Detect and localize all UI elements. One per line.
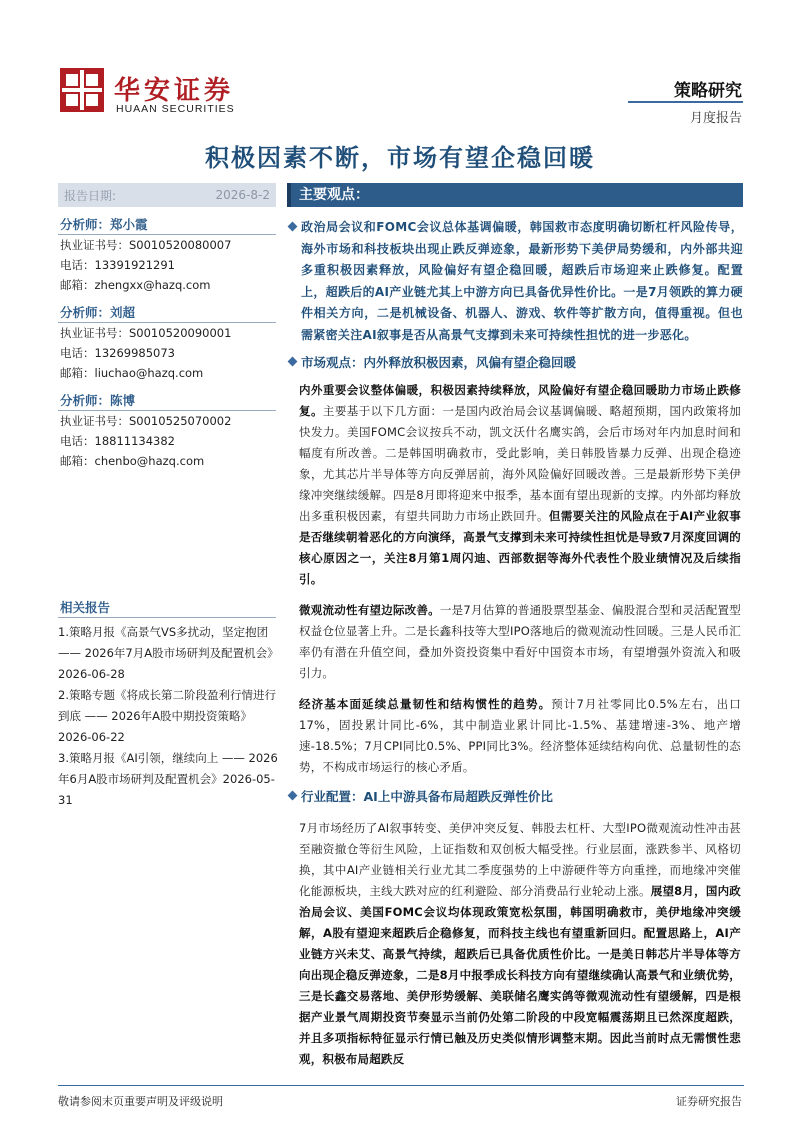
- paragraph-body: 主要基于以下几方面：一是国内政治局会议基调偏暖、略超预期，国内政策将加快发力。美国FOMC会议按兵不动，凯文沃什名鹰实鸽，会后市场对年内加息时间和幅度有所改善。二是韩国明确救市，受此影响，美日韩股皆暴力反弹、出现企稳迹象，尤其芯片半导体等方向反弹居前，海外风险偏好回暖改善。三是最新形势下美伊缘冲突继续缓解。四是8月即将迎来中报季，基本面有望出现新的支撑。内外部均释放出多重积极因素，有望共同助力市场止跌回升。: [299, 404, 741, 523]
- analyst-email[interactable]: 邮箱：chenbo@hazq.com: [60, 454, 205, 468]
- analyst-license: 执业证书号：S0010520090001: [60, 326, 232, 340]
- economy-paragraph: [287, 694, 743, 778]
- liquidity-paragraph: [287, 600, 743, 684]
- paragraph-lead: 经济基本面延续总量韧性和结构惯性的趋势。: [299, 697, 552, 711]
- huaan-logo-icon: [60, 68, 104, 112]
- section-heading-block: [287, 786, 743, 808]
- paragraph-lead: 微观流动性有望边际改善。: [299, 603, 440, 617]
- paragraph-body: 一是7月估算的普通股票型基金、偏股混合型和灵活配置型权益仓位显著上升。二是长鑫科技等大型IPO落地后的微观流动性回暖。三是人民币汇率仍有潜在升值空间，叠加外资投资集中看好中国资本市场，有望增强外资流入和吸引力。: [299, 603, 742, 680]
- diamond-bullet-icon: [288, 357, 298, 367]
- report-date-label: 报告日期:: [64, 188, 117, 203]
- analyst-block: [58, 391, 276, 471]
- paragraph-lead: 内外重要会议整体偏暖，积极因素持续释放，风险偏好有望企稳回暖助力市场止跌修复。: [299, 383, 741, 418]
- analyst-email[interactable]: 邮箱：liuchao@hazq.com: [60, 366, 204, 380]
- analyst-phone: 电话：13269985073: [60, 346, 175, 360]
- analyst-block: [58, 303, 276, 383]
- paragraph-body: 7月市场经历了AI叙事转变、美伊冲突反复、韩股去杠杆、大型IPO微观流动性冲击甚至融资撤仓等衍生风险，上证指数和双创板大幅受挫。行业层面，涨跌参半、风格切换，其中AI产业链相关行业尤其二季度强势的上中游硬件等方向重挫，而地缘冲突催化能源板块，主线大跌对应的红利避险、部分消费品行业轮动上涨。: [299, 821, 741, 898]
- analyst-license: 执业证书号：S0010525070002: [60, 414, 232, 428]
- report-date-value: 2026-8-2: [215, 188, 270, 202]
- industry-paragraph: [287, 818, 743, 1070]
- main-content: [287, 183, 743, 1070]
- related-reports-heading: 相关报告: [58, 598, 276, 618]
- related-report-item[interactable]: 1.策略月报《高景气VS多扰动，坚定抱团 —— 2026年7月A股市场研判及配置机会》2026-06-28: [58, 625, 279, 681]
- report-category: 策略研究: [674, 81, 742, 101]
- related-report-item[interactable]: 2.策略专题《将成长第二阶段盈利行情进行到底 —— 2026年A股中期投资策略》2026-06-22: [58, 688, 276, 744]
- analyst-name: 分析师：郑小霞: [58, 215, 276, 235]
- paragraph-body: 预计7月社零同比0.5%左右，出口17%，固投累计同比-6%，其中制造业累计同比-1.5%、基建增速-3%、地产增速-18.5%；7月CPI同比0.5%、PPI同比3%。经济整体延续结构向优、总量韧性的态势，不构成市场运行的核心矛盾。: [299, 697, 741, 774]
- footer-divider: [58, 1085, 744, 1086]
- main-points-heading: 主要观点：: [287, 183, 743, 207]
- left-sidebar: [58, 183, 276, 471]
- section-industry-title: 行业配置：AI上中游具备布局超跌反弹性价比: [301, 789, 553, 804]
- analyst-block: [58, 215, 276, 295]
- report-header: [0, 0, 800, 130]
- related-reports-list: [58, 622, 280, 811]
- footer-report-label: 证券研究报告: [676, 1095, 742, 1108]
- analyst-phone: 电话：13391921291: [60, 258, 175, 272]
- report-date-bar: [58, 183, 276, 207]
- related-report-item[interactable]: 3.策略月报《AI引领，继续向上 —— 2026年6月A股市场研判及配置机会》2026-05-31: [58, 751, 278, 807]
- analyst-license: 执业证书号：S0010520080007: [60, 238, 232, 252]
- market-view-paragraph: [287, 380, 743, 590]
- analyst-name: 分析师：陈博: [58, 391, 276, 411]
- header-divider: [628, 101, 743, 103]
- summary-block: [287, 217, 743, 346]
- section-market-view-title: 市场观点：内外释放积极因素，风偏有望企稳回暖: [301, 355, 577, 370]
- report-type: 月度报告: [689, 111, 742, 126]
- diamond-bullet-icon: [288, 791, 298, 801]
- analyst-email[interactable]: 邮箱：zhengxx@hazq.com: [60, 278, 211, 292]
- paragraph-highlight: 但需要关注的风险点在于AI产业叙事是否继续朝着恶化的方向演绎，高景气支撑到未来可持续性担忧是导致7月深度回调的核心原因之一，关注8月第1周闪迪、西部数据等海外代表性个股业绩情况及后续指引。: [299, 509, 742, 586]
- diamond-bullet-icon: [288, 222, 298, 232]
- analyst-phone: 电话：18811134382: [60, 434, 175, 448]
- section-heading-block: [287, 352, 743, 374]
- summary-text: 政治局会议和FOMC会议总体基调偏暖，韩国救市态度明确切断杠杆风险传导，海外市场和科技板块出现止跌反弹迹象，最新形势下美伊局势缓和，内外部共迎多重积极因素释放，风险偏好有望企稳回暖，超跌后市场迎来止跌修复。配置上，超跌后的AI产业链尤其上中游方向已具备优异性价比。一是7月领跌的算力硬件相关方向，二是机械设备、机器人、游戏、软件等扩散方向，值得重视。但也需紧密关注AI叙事是否从高景气支撑到未来可持续性担忧的进一步恶化。: [301, 220, 743, 342]
- analyst-name: 分析师：刘超: [58, 303, 276, 323]
- footer-disclaimer: 敬请参阅末页重要声明及评级说明: [58, 1095, 223, 1108]
- brand-name-en: HUAAN SECURITIES: [116, 103, 235, 115]
- paragraph-highlight: 展望8月，国内政治局会议、美国FOMC会议均体现政策宽松氛围，韩国明确救市，美伊地缘冲突缓解，A股有望迎来超跌后企稳修复，而科技主线也有望重新回归。配置思路上，AI产业链方兴未艾、高景气持续，超跌后已具备优质性价比。一是美日韩芯片半导体等方向出现企稳反弹迹象，二是8月中报季成长科技方向有望继续确认高景气和业绩优势，三是长鑫交易落地、美伊形势缓解、美联储名鹰实鸽等微观流动性有望缓解，四是根据产业景气周期投资节奏显示当前仍处第二阶段的中段宽幅震荡期且已然深度超跌，并且多项指标特征显示行情已触及历史类似情形调整末期。因此当前时点无需惯性悲观，积极布局超跌反: [299, 884, 741, 1066]
- report-title: 积极因素不断，市场有望企稳回暖: [205, 143, 595, 172]
- brand-name-cn: 华安证券: [114, 76, 235, 106]
